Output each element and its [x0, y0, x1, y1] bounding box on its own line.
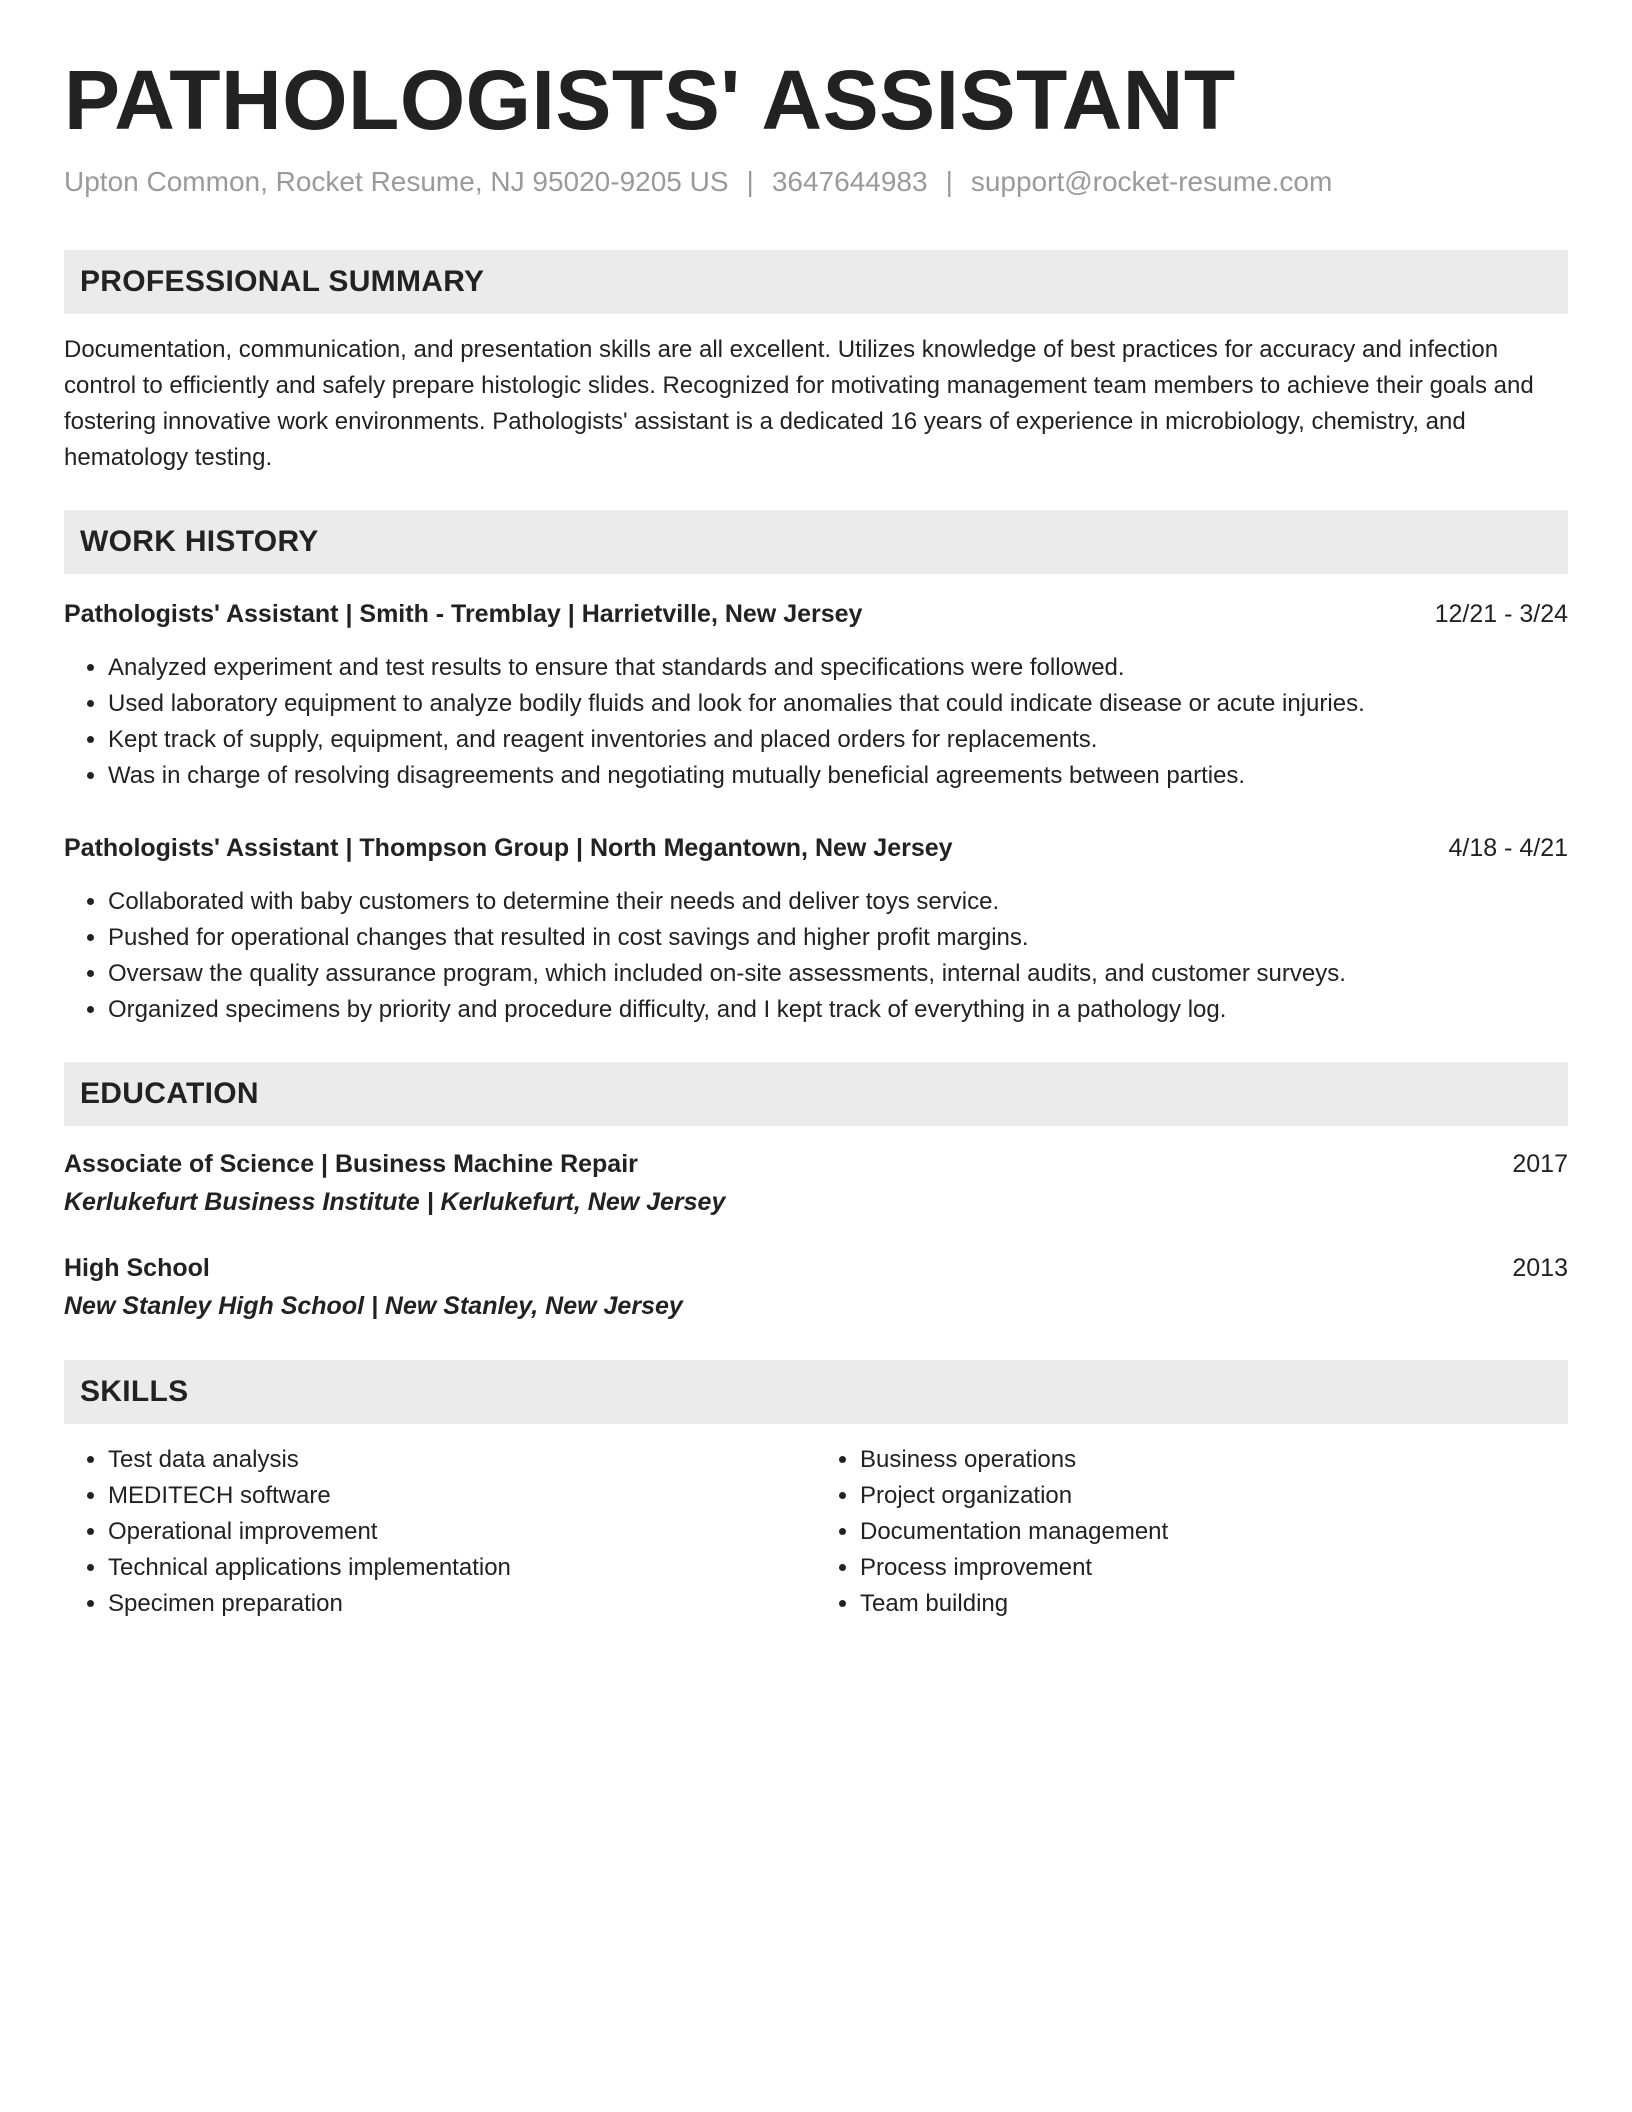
graduation-year: 2013 — [1512, 1254, 1568, 1283]
job-bullet: • Kept track of supply, equipment, and reagent inventories and placed orders for replacements. — [108, 722, 1568, 758]
skill-item: • Test data analysis — [108, 1442, 816, 1478]
school-name: New Stanley High School | New Stanley, New Jersey — [64, 1292, 683, 1321]
contact-separator: | — [746, 166, 754, 198]
skills-section — [64, 1360, 1568, 1622]
job-bullet: • Organized specimens by priority and procedure difficulty, and I kept track of everything in a pathology log. — [108, 992, 1568, 1028]
contact-separator: | — [945, 166, 953, 198]
skill-item: • MEDITECH software — [108, 1478, 816, 1514]
job-bullets — [64, 884, 1568, 1028]
education-entry — [64, 1146, 1568, 1222]
job-title: Pathologists' Assistant | Thompson Group | North Megantown, New Jersey — [64, 834, 953, 863]
contact-phone: 3647644983 — [771, 166, 928, 198]
skill-item: • Technical applications implementation — [108, 1550, 816, 1586]
graduation-year: 2017 — [1512, 1150, 1568, 1179]
skills-list-left — [64, 1442, 816, 1622]
job-dates: 4/18 - 4/21 — [1448, 834, 1568, 863]
education-header — [64, 1146, 1568, 1182]
job-header — [64, 596, 1568, 632]
summary-text: Documentation, communication, and presentation skills are all excellent. Utilizes knowledge of best practices for accuracy and infection control to efficiently and safely prepare histologic slides. Recognized for motivating management team members to achieve their goals and fostering innovative work environments. Pathologists' assistant is a dedicated 16 years of experience in microbiology, chemistry, and hematology testing. — [64, 336, 1534, 472]
contact-address: Upton Common, Rocket Resume, NJ 95020-9205 US — [64, 166, 729, 198]
work-history-section — [64, 510, 1568, 1028]
education-header — [64, 1250, 1568, 1286]
skills-list-right — [816, 1442, 1568, 1622]
education-section — [64, 1062, 1568, 1326]
contact-email: support@rocket-resume.com — [970, 166, 1333, 198]
degree-title: High School — [64, 1254, 210, 1283]
school-name: Kerlukefurt Business Institute | Kerlukefurt, New Jersey — [64, 1188, 726, 1217]
education-entry — [64, 1250, 1568, 1326]
job-entry — [64, 596, 1568, 794]
job-bullet: • Pushed for operational changes that resulted in cost savings and higher profit margins. — [108, 920, 1568, 956]
summary-section — [64, 250, 1568, 476]
summary-heading: PROFESSIONAL SUMMARY — [64, 250, 1568, 314]
job-bullets — [64, 650, 1568, 794]
skills-columns — [64, 1442, 1568, 1622]
skills-heading: SKILLS — [64, 1360, 1568, 1424]
skill-item: • Project organization — [860, 1478, 1568, 1514]
degree-title: Associate of Science | Business Machine Repair — [64, 1150, 638, 1179]
skill-item: • Team building — [860, 1586, 1568, 1622]
skill-item: • Operational improvement — [108, 1514, 816, 1550]
job-header — [64, 830, 1568, 866]
job-dates: 12/21 - 3/24 — [1434, 600, 1568, 629]
job-bullet: • Oversaw the quality assurance program, which included on-site assessments, internal audits, and customer surveys. — [108, 956, 1568, 992]
job-bullet: • Was in charge of resolving disagreements and negotiating mutually beneficial agreements between parties. — [108, 758, 1568, 794]
work-history-heading: WORK HISTORY — [64, 510, 1568, 574]
job-bullet: • Analyzed experiment and test results to ensure that standards and specifications were followed. — [108, 650, 1568, 686]
education-heading: EDUCATION — [64, 1062, 1568, 1126]
skill-item: • Documentation management — [860, 1514, 1568, 1550]
job-entry — [64, 830, 1568, 1028]
skill-item: • Business operations — [860, 1442, 1568, 1478]
job-title: Pathologists' Assistant | Smith - Tremblay | Harrietville, New Jersey — [64, 600, 863, 629]
job-bullet: • Collaborated with baby customers to determine their needs and deliver toys service. — [108, 884, 1568, 920]
skill-item: • Process improvement — [860, 1550, 1568, 1586]
job-bullet: • Used laboratory equipment to analyze bodily fluids and look for anomalies that could indicate disease or acute injuries. — [108, 686, 1568, 722]
skill-item: • Specimen preparation — [108, 1586, 816, 1622]
contact-line — [64, 166, 1568, 198]
candidate-name: PATHOLOGISTS' ASSISTANT — [64, 53, 1236, 147]
